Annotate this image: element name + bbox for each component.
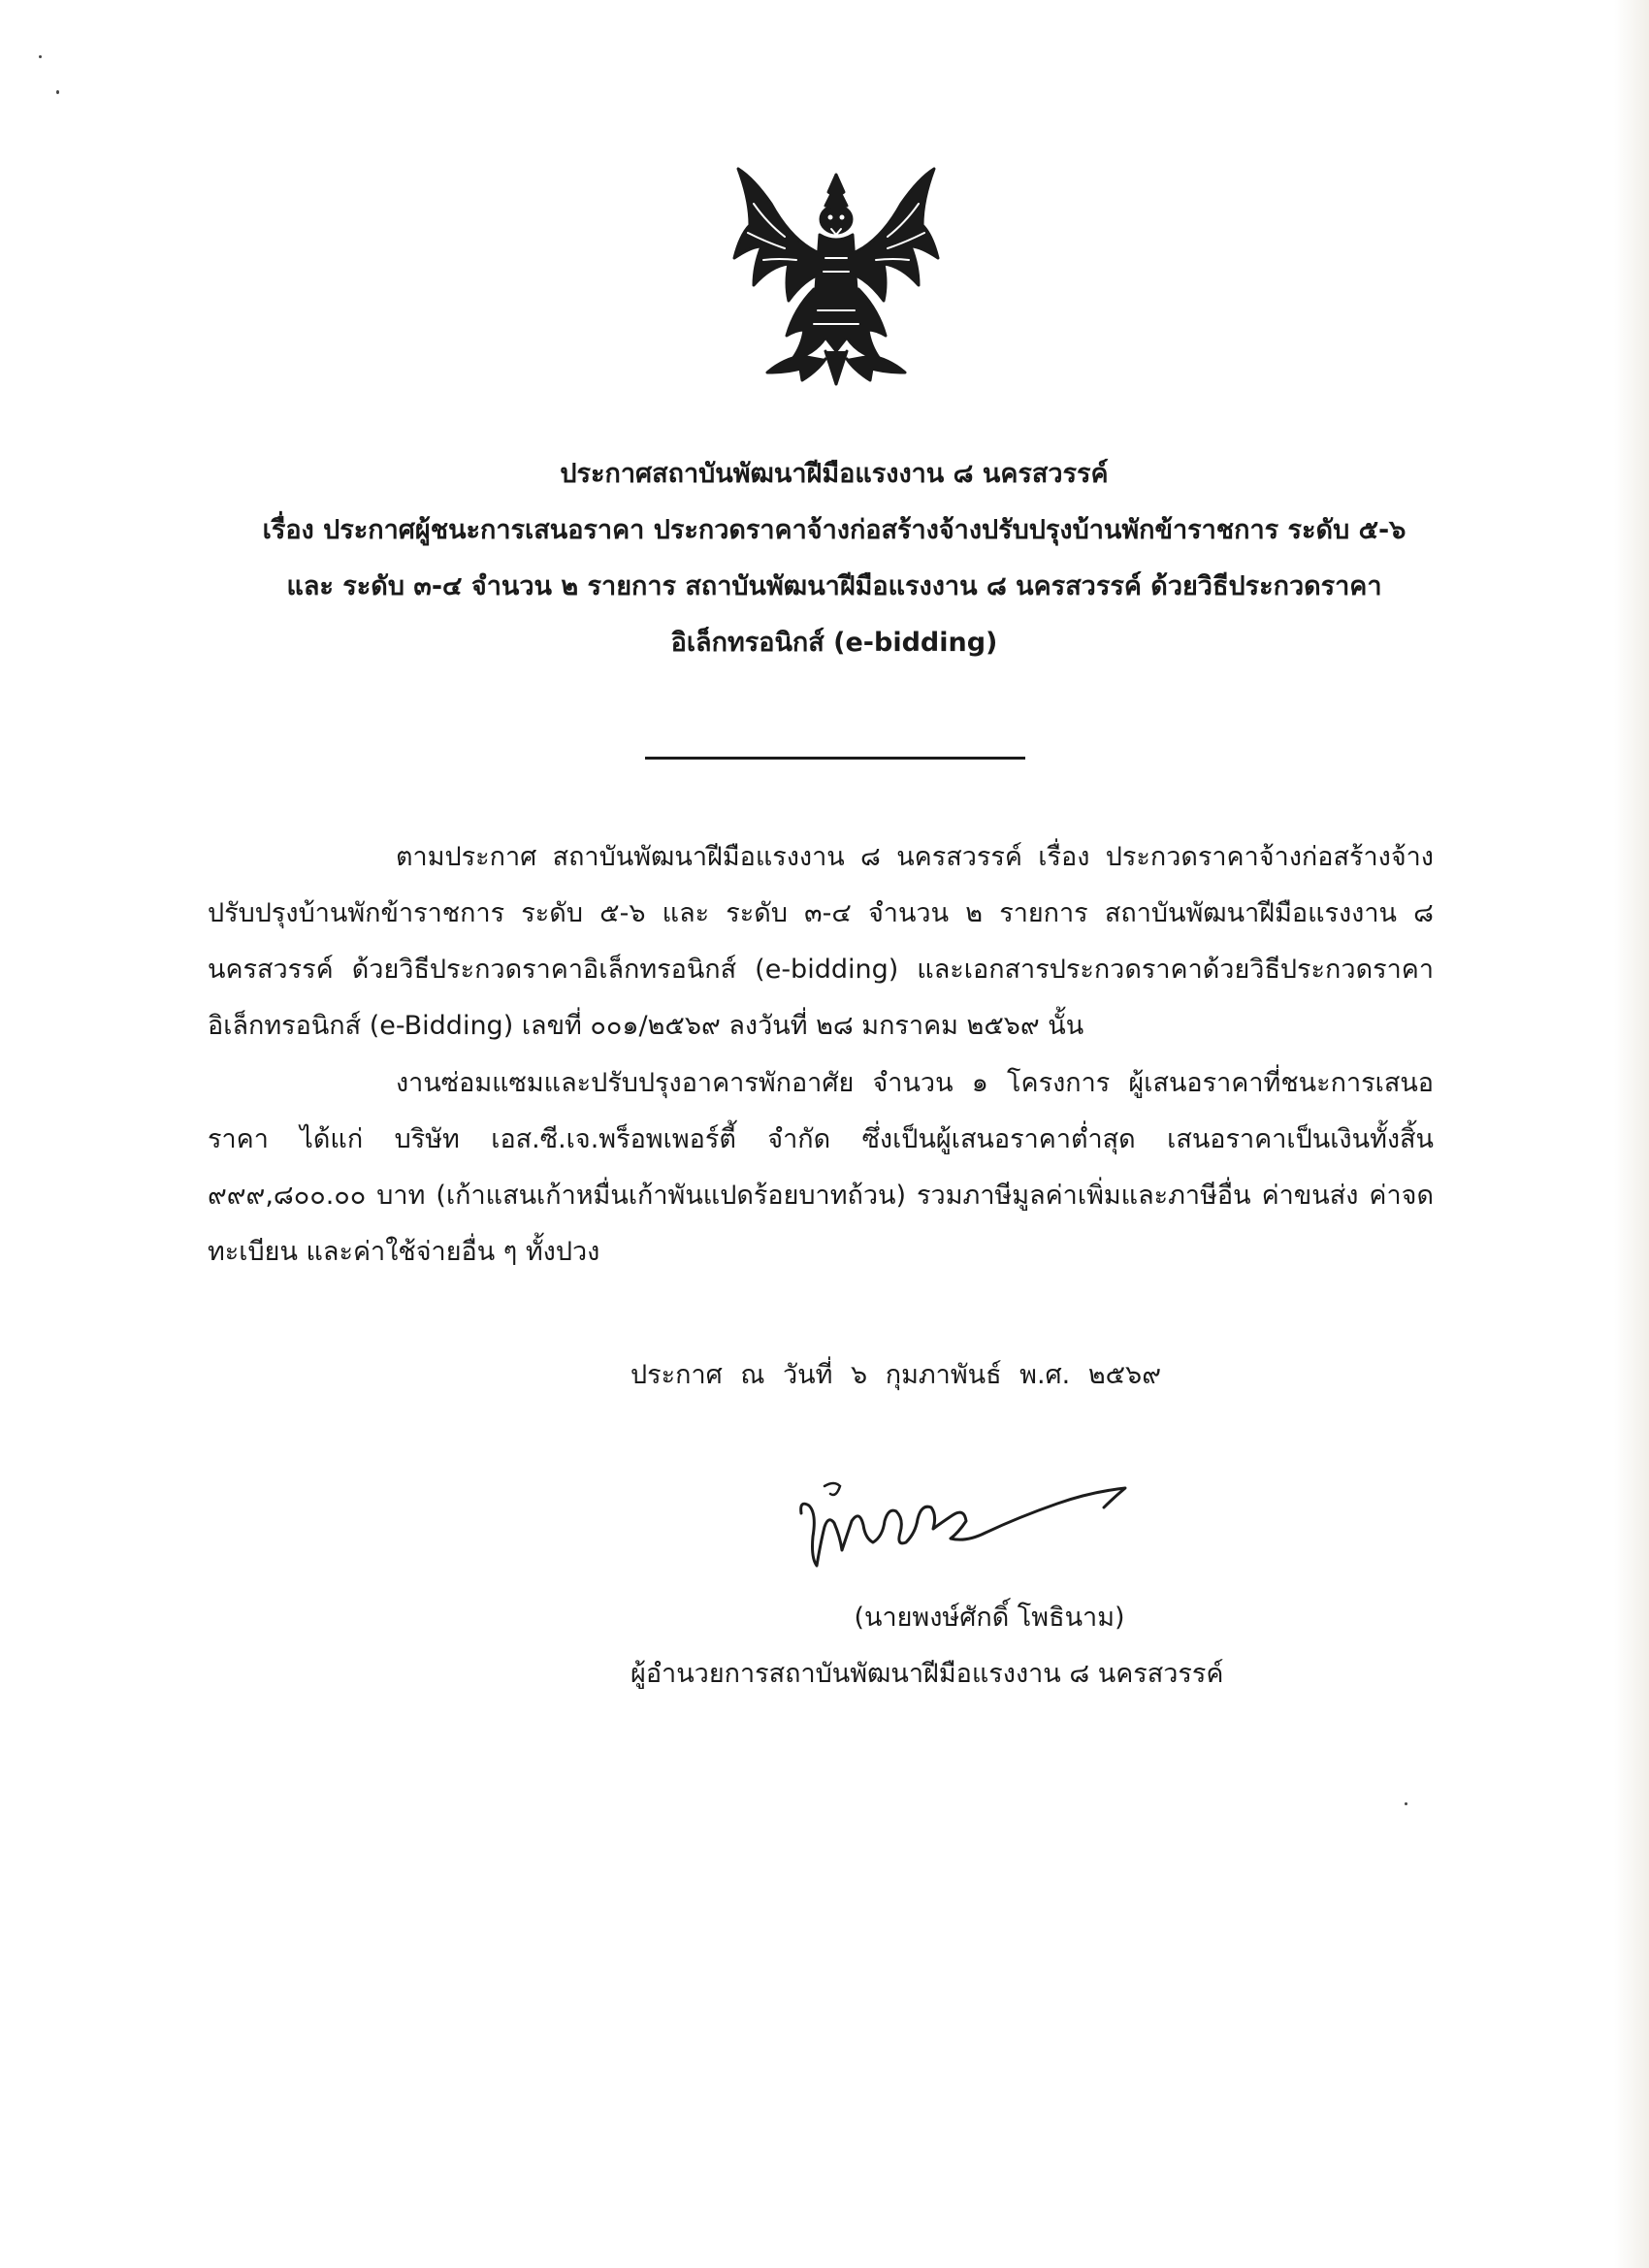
body-paragraph-2-container (208, 1055, 1434, 1280)
announcement-date: ประกาศ ณ วันที่ ๖ กุมภาพันธ์ พ.ศ. ๒๕๖๙ (630, 1360, 1161, 1390)
handwritten-signature (795, 1465, 1135, 1571)
title-divider (645, 757, 1025, 760)
document-title (175, 454, 1494, 679)
garuda-emblem (725, 165, 948, 388)
title-subject-line-1: เรื่อง ประกาศผู้ชนะการเสนอราคา ประกวดราคาจ้างก่อสร้างจ้างปรับปรุงบ้านพักข้าราชการ ระดับ ๕-๖ (262, 515, 1406, 545)
scan-edge-shadow (1614, 0, 1649, 2268)
title-subject-line-2: และ ระดับ ๓-๔ จำนวน ๒ รายการ สถาบันพัฒนาฝีมือแรงงาน ๘ นครสวรรค์ ด้วยวิธีประกวดราคา (286, 571, 1382, 601)
body-paragraph-1-container (208, 829, 1434, 1054)
title-issuer-line: ประกาศสถาบันพัฒนาฝีมือแรงงาน ๘ นครสวรรค์ (560, 459, 1109, 489)
signer-position: ผู้อำนวยการสถาบันพัฒนาฝีมือแรงงาน ๘ นครสวรรค์ (630, 1659, 1224, 1689)
body-paragraph-1: ตามประกาศ สถาบันพัฒนาฝีมือแรงงาน ๘ นครสวรรค์ เรื่อง ประกวดราคาจ้างก่อสร้างจ้างปรับปรุงบ้านพักข้าราชการ ระดับ ๕-๖ และ ระดับ ๓-๔ จำนวน ๒ รายการ สถาบันพัฒนาฝีมือแรงงาน ๘ นครสวรรค์ ด้วยวิธีประกวดราคาอิเล็กทรอนิกส์ (e-bidding) และเอกสารประกวดราคาด้วยวิธีประกวดราคาอิเล็กทรอนิกส์ (e-Bidding) เลขที่ ๐๐๑/๒๕๖๙ ลงวันที่ ๒๘ มกราคม ๒๕๖๙ นั้น (208, 842, 1434, 1041)
title-subject-line-3: อิเล็กทรอนิกส์ (e-bidding) (670, 628, 998, 658)
scan-speck (39, 55, 42, 58)
scan-speck (1405, 1802, 1407, 1805)
signer-name: (นายพงษ์ศักดิ์ โพธินาม) (854, 1603, 1125, 1633)
body-paragraph-2: งานซ่อมแซมและปรับปรุงอาคารพักอาศัย จำนวน ๑ โครงการ ผู้เสนอราคาที่ชนะการเสนอราคา ได้แก่ บริษัท เอส.ซี.เจ.พร็อพเพอร์ตี้ จำกัด ซึ่งเป็นผู้เสนอราคาต่ำสุด เสนอราคาเป็นเงินทั้งสิ้น ๙๙๙,๘๐๐.๐๐ บาท (เก้าแสนเก้าหมื่นเก้าพันแปดร้อยบาทถ้วน) รวมภาษีมูลค่าเพิ่มและภาษีอื่น ค่าขนส่ง ค่าจดทะเบียน และค่าใช้จ่ายอื่น ๆ ทั้งปวง (208, 1068, 1434, 1267)
scan-speck (56, 90, 59, 94)
